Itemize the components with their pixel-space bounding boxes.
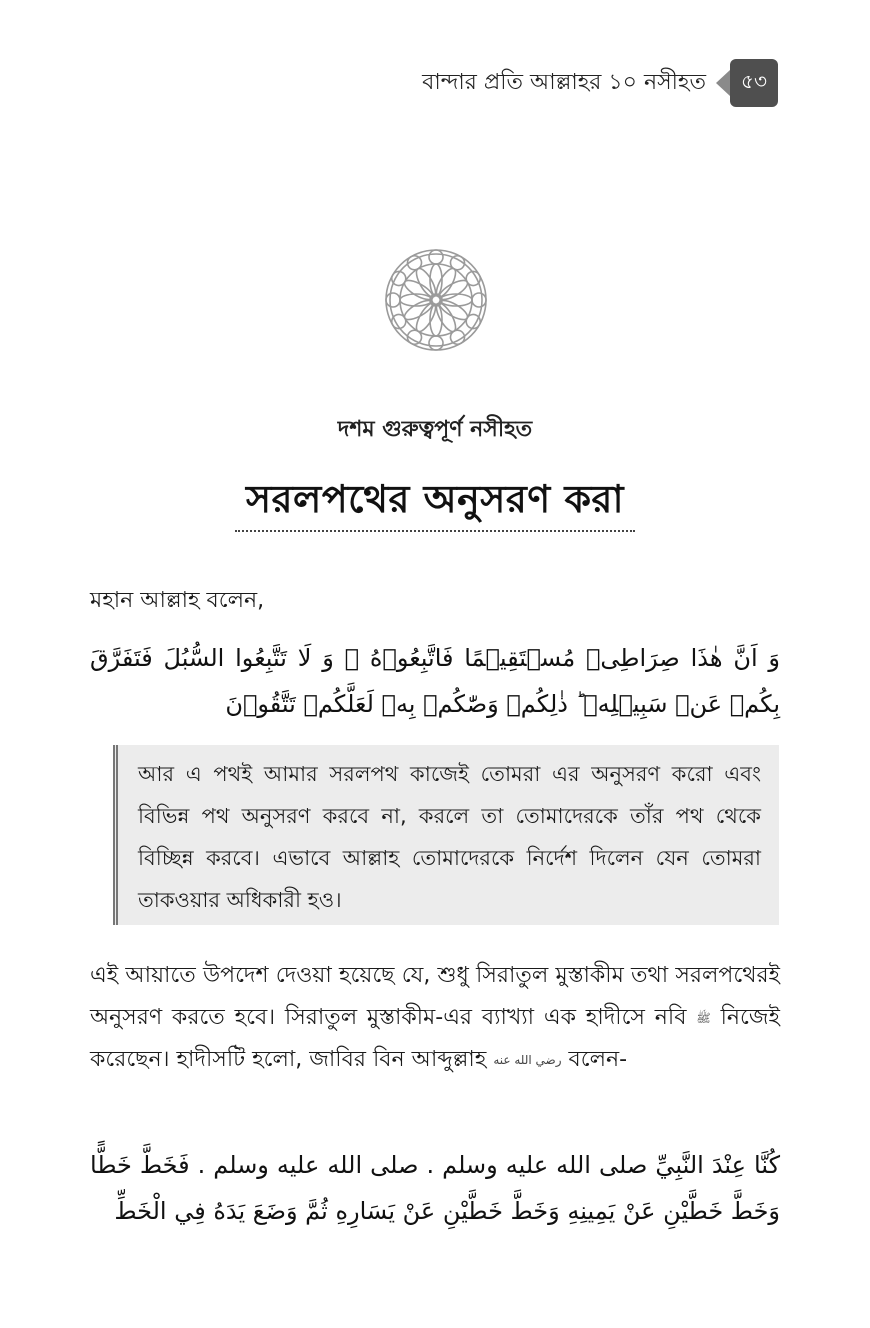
radiallahu-anhu-honorific-icon: رضي الله عنه bbox=[493, 1053, 562, 1067]
salawat-honorific-icon: ﷺ bbox=[696, 1011, 711, 1025]
page-number: ৫৩ bbox=[730, 59, 778, 107]
quran-verse-arabic: وَ اَنَّ هٰذَا صِرَاطِیۡ مُسۡتَقِیۡمًا فَاتَّبِعُوۡهُ ۚ وَ لَا تَتَّبِعُوا السُّبُلَ فَتَفَرَّقَ بِكُمۡ عَنۡ سَبِیۡلِهٖ ؕ ذٰلِكُمۡ وَصّٰكُمۡ بِهٖ لَعَلَّكُمۡ تَتَّقُوۡنَ bbox=[90, 644, 780, 718]
dotted-divider bbox=[235, 530, 635, 532]
running-title: বান্দার প্রতি আল্লাহর ১০ নসীহত bbox=[422, 69, 706, 95]
body-text-part2: নিজেই করেছেন। হাদীসটি হলো, জাবির বিন আব্দুল্লাহ bbox=[90, 1005, 781, 1072]
section-subtitle: দশম গুরুত্বপূর্ণ নসীহত bbox=[337, 417, 533, 442]
chapter-title: সরলপথের অনুসরণ করা bbox=[246, 477, 624, 521]
hadith-arabic: كُنَّا عِنْدَ النَّبِيِّ صلى الله عليه وسلم . صلى الله عليه وسلم . فَخَطَّ خَطًّا وَخَطَّ خَطَّيْنِ عَنْ يَمِينِهِ وَخَطَّ خَطَّيْنِ عَنْ يَسَارِهِ ثُمَّ وَضَعَ يَدَهُ فِي الْخَطِّ bbox=[90, 1151, 780, 1225]
body-text-part3: বলেন- bbox=[568, 1047, 628, 1072]
islamic-rosette-ornament-icon bbox=[383, 247, 489, 353]
page-number-tab bbox=[716, 59, 778, 107]
body-text-part1: এই আয়াতে উপদেশ দেওয়া হয়েছে যে, শুধু সিরাতুল মুস্তাকীম তথা সরলপথেরই অনুসরণ করতে হবে। সিরাতুল মুস্তাকীম-এর ব্যাখ্যা এক হাদীসে নবি bbox=[90, 963, 780, 1030]
running-header bbox=[422, 58, 778, 108]
tab-arrow-icon bbox=[716, 70, 730, 96]
intro-line: মহান আল্লাহ বলেন, bbox=[90, 588, 265, 613]
verse-translation-quote: আর এ পথই আমার সরলপথ কাজেই তোমরা এর অনুসরণ করো এবং বিভিন্ন পথ অনুসরণ করবে না, করলে তা তোমাদেরকে তাঁর পথ থেকে বিচ্ছিন্ন করবে। এভাবে আল্লাহ তোমাদেরকে নির্দেশ দিলেন যেন তোমরা তাকওয়ার অধিকারী হও। bbox=[113, 745, 779, 925]
body-paragraph bbox=[90, 955, 780, 1081]
